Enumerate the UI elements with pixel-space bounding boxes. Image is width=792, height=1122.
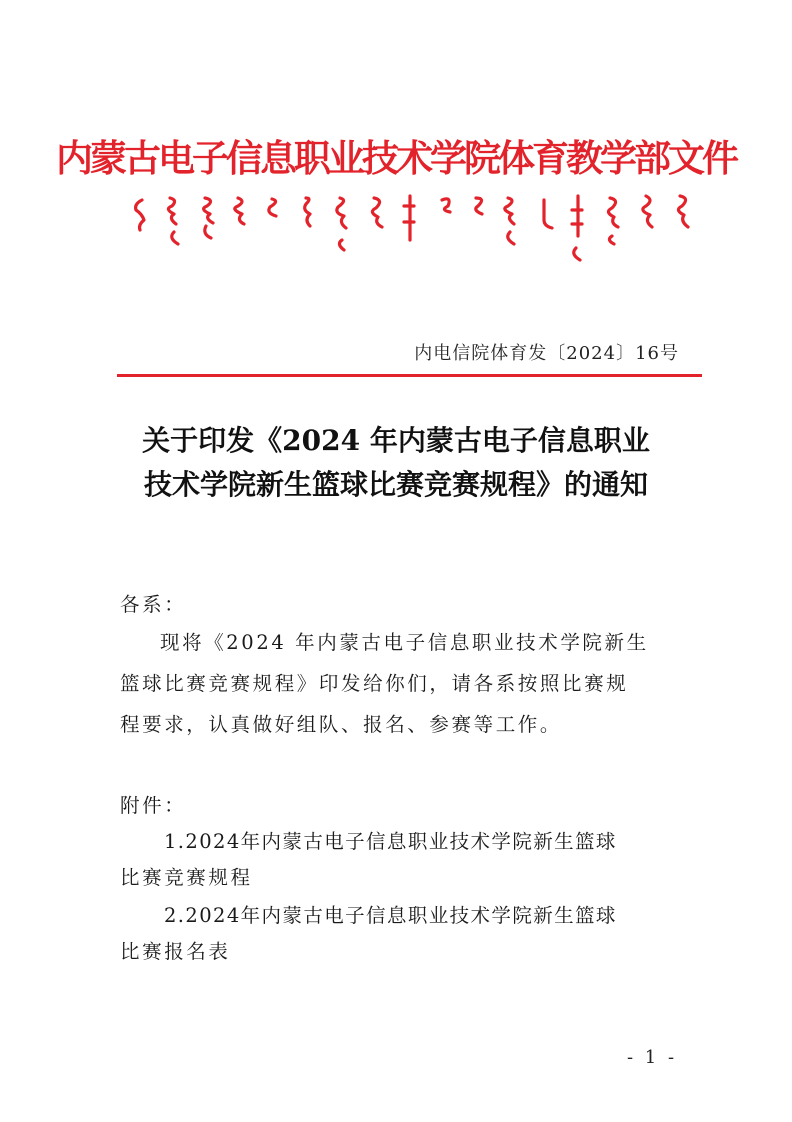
mongolian-glyph	[476, 198, 482, 214]
mongolian-glyph	[572, 196, 582, 260]
attachment-item-2-continued: 比赛报名表	[120, 940, 231, 963]
mongolian-glyph	[168, 198, 178, 244]
mongolian-glyph	[678, 196, 688, 227]
paragraph-line-2: 篮球比赛竞赛规程》印发给你们，请各系按照比赛规	[120, 672, 629, 695]
mongolian-glyph	[372, 198, 382, 227]
attachment-item-1-continued: 比赛竞赛规程	[120, 866, 253, 889]
mongolian-glyph	[544, 200, 552, 228]
mongolian-glyph	[442, 199, 450, 212]
mongolian-glyph	[608, 198, 618, 244]
mongolian-glyph	[136, 200, 144, 230]
mongolian-glyph	[404, 196, 414, 240]
notice-title-line-1: 关于印发《2024 年内蒙古电子信息职业	[142, 424, 650, 457]
attachments-label: 附件：	[120, 794, 187, 817]
mongolian-glyph	[643, 196, 652, 227]
mongolian-glyph	[305, 198, 310, 226]
attachment-item-1: 1.2024年内蒙古电子信息职业技术学院新生篮球	[164, 830, 617, 853]
red-divider-line	[117, 374, 702, 377]
paragraph-line-1: 现将《2024 年内蒙古电子信息职业技术学院新生	[160, 631, 649, 654]
notice-title-line-2: 技术学院新生篮球比赛竞赛规程》的通知	[143, 468, 648, 501]
mongolian-script-header	[0, 0, 792, 300]
mongolian-glyph	[269, 199, 276, 216]
mongolian-glyph	[505, 198, 514, 244]
mongolian-glyph	[337, 198, 346, 250]
attachment-item-2: 2.2024年内蒙古电子信息职业技术学院新生篮球	[164, 904, 617, 927]
salutation: 各系：	[120, 593, 187, 616]
document-header-title: 内蒙古电子信息职业技术学院体育教学部文件	[56, 136, 736, 180]
paragraph-line-3: 程要求，认真做好组队、报名、参赛等工作。	[120, 713, 563, 736]
mongolian-glyph	[204, 198, 213, 238]
document-number: 内电信院体育发〔2024〕16号	[414, 343, 679, 364]
mongolian-glyph	[235, 198, 244, 224]
page-number: - 1 -	[627, 1047, 678, 1068]
